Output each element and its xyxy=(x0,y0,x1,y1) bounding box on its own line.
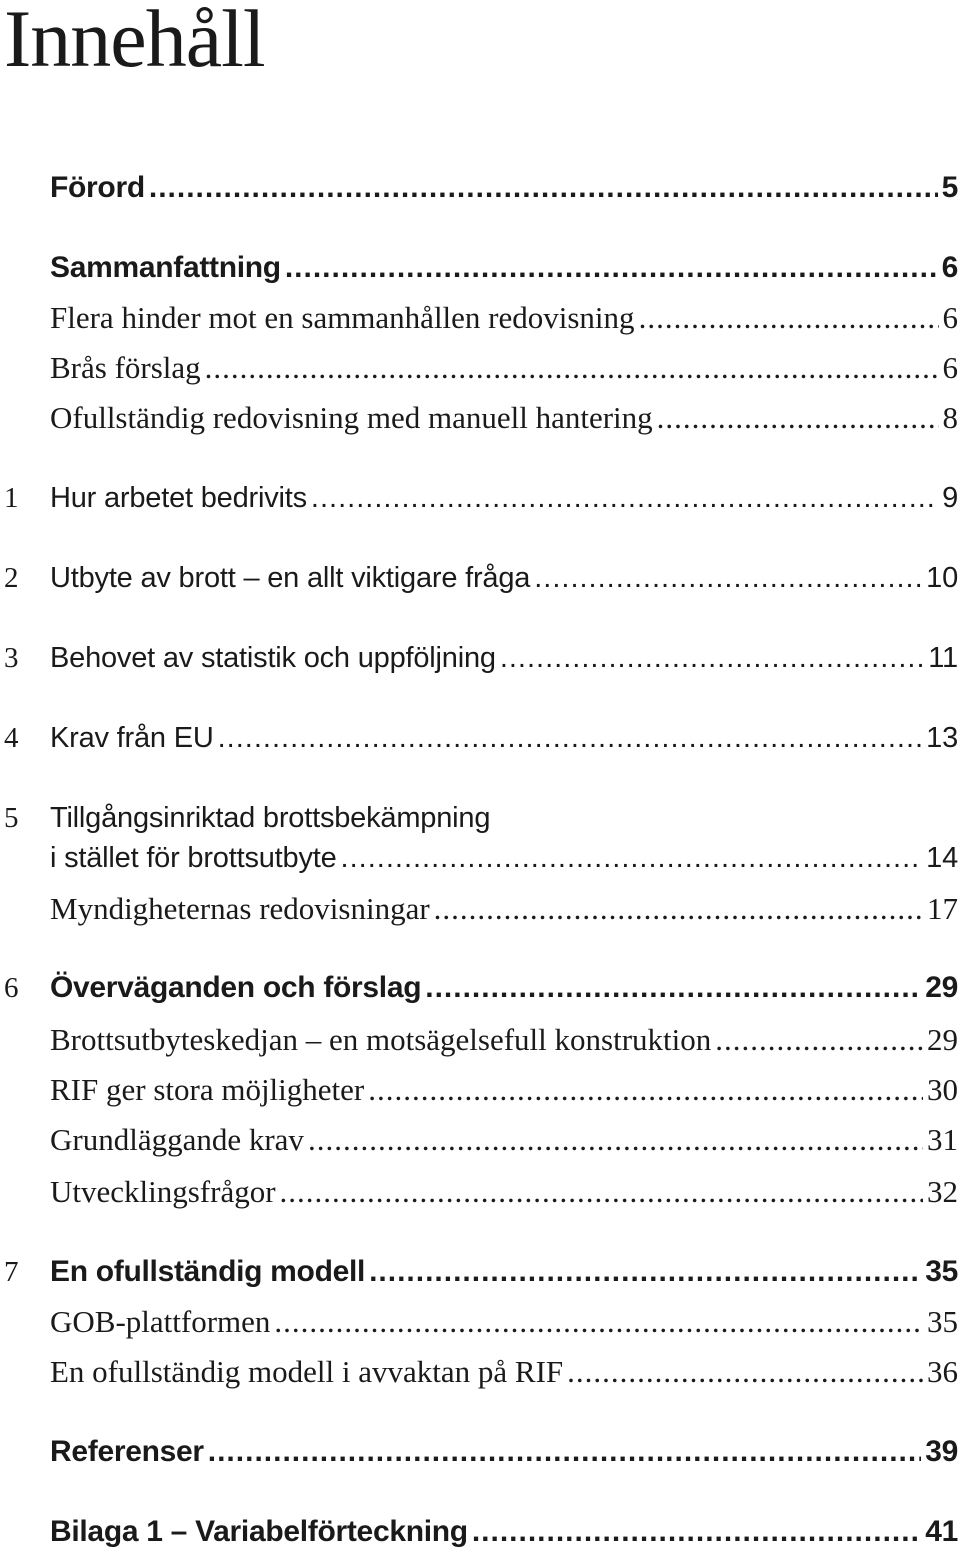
toc-entry-label: Överväganden och förslag xyxy=(50,971,422,1004)
page-number: 29 xyxy=(925,971,958,1004)
dot-leader xyxy=(218,718,923,758)
toc-entry-label: i stället för brottsutbyte xyxy=(50,842,337,874)
chapter-number: 7 xyxy=(4,1256,19,1288)
toc-entry[interactable] xyxy=(0,398,960,438)
toc-entry-label: GOB-plattformen xyxy=(50,1304,271,1339)
toc-entry-label: Behovet av statistik och uppföljning xyxy=(50,642,496,674)
dot-leader xyxy=(567,1352,923,1392)
dot-leader xyxy=(280,1172,923,1212)
dot-leader xyxy=(341,838,923,878)
toc-entry[interactable] xyxy=(0,1352,960,1392)
page-number: 39 xyxy=(925,1435,958,1468)
page-number: 29 xyxy=(927,1022,958,1057)
dot-leader xyxy=(205,348,939,388)
page-number: 31 xyxy=(927,1122,958,1157)
toc-entry-label: Bilaga 1 – Variabelförteckning xyxy=(50,1515,468,1548)
toc-entry-label: RIF ger stora möjligheter xyxy=(50,1072,365,1107)
toc-entry-label: Referenser xyxy=(50,1435,204,1468)
page-number: 32 xyxy=(927,1174,958,1209)
dot-leader xyxy=(208,1432,921,1472)
dot-leader xyxy=(368,1070,923,1110)
toc-entry[interactable] xyxy=(0,889,960,929)
page-number: 36 xyxy=(927,1354,958,1389)
toc-entry[interactable] xyxy=(0,1120,960,1160)
page-number: 6 xyxy=(941,251,958,284)
page-number: 8 xyxy=(942,400,958,435)
dot-leader xyxy=(369,1252,921,1292)
page-number: 14 xyxy=(926,842,958,874)
toc-entry-label: Ofullständig redovisning med manuell hantering xyxy=(50,400,653,435)
toc-entry-label: Brottsutbyteskedjan – en motsägelsefull konstruktion xyxy=(50,1022,712,1057)
page-number: 30 xyxy=(927,1072,958,1107)
toc-entry-label: Flera hinder mot en sammanhållen redovisning xyxy=(50,300,635,335)
page-number: 6 xyxy=(942,350,958,385)
page-title: Innehåll xyxy=(4,0,265,84)
toc-entry-label: Förord xyxy=(50,171,145,204)
toc-entry-label: Brås förslag xyxy=(50,350,201,385)
toc-entry[interactable] xyxy=(0,1172,960,1212)
toc-entry-label: Utvecklingsfrågor xyxy=(50,1174,276,1209)
page-number: 17 xyxy=(927,891,958,926)
toc-entry[interactable] xyxy=(0,798,960,838)
toc-entry-label: Tillgångsinriktad brottsbekämpning xyxy=(50,802,491,834)
toc-entry-label: Sammanfattning xyxy=(50,251,281,284)
toc-entry-label: Utbyte av brott – en allt viktigare fråga xyxy=(50,562,531,594)
toc-entry[interactable] xyxy=(0,838,960,878)
chapter-number: 5 xyxy=(4,802,19,834)
page-number: 35 xyxy=(927,1304,958,1339)
toc-entry[interactable] xyxy=(0,1252,960,1292)
chapter-number: 1 xyxy=(4,482,19,514)
page-number: 13 xyxy=(926,722,958,754)
page-number: 11 xyxy=(928,642,958,674)
toc-entry[interactable] xyxy=(0,638,960,678)
chapter-number: 2 xyxy=(4,562,19,594)
toc-entry[interactable] xyxy=(0,168,960,208)
toc-entry[interactable] xyxy=(0,718,960,758)
page-number: 35 xyxy=(925,1255,958,1288)
page-number: 5 xyxy=(941,171,958,204)
page-number: 9 xyxy=(942,482,958,514)
toc-entry-label: En ofullständig modell i avvaktan på RIF xyxy=(50,1354,564,1389)
toc-entry[interactable] xyxy=(0,968,960,1008)
toc-entry[interactable] xyxy=(0,348,960,388)
dot-leader xyxy=(657,398,939,438)
page-number: 10 xyxy=(926,562,958,594)
dot-leader xyxy=(434,889,923,929)
toc-entry[interactable] xyxy=(0,298,960,338)
toc-entry[interactable] xyxy=(0,478,960,518)
toc-entry[interactable] xyxy=(0,1070,960,1110)
chapter-number: 4 xyxy=(4,722,19,754)
dot-leader xyxy=(534,558,922,598)
dot-leader xyxy=(274,1302,923,1342)
toc-entry[interactable] xyxy=(0,1512,960,1552)
dot-leader xyxy=(311,478,938,518)
toc-entry[interactable] xyxy=(0,558,960,598)
toc-entry-label: Grundläggande krav xyxy=(50,1122,304,1157)
toc-entry-label: Krav från EU xyxy=(50,722,214,754)
page-number: 6 xyxy=(942,300,958,335)
dot-leader xyxy=(425,968,921,1008)
dot-leader xyxy=(149,168,938,208)
dot-leader xyxy=(472,1512,921,1552)
dot-leader xyxy=(500,638,924,678)
toc-entry-label: En ofullständig modell xyxy=(50,1255,366,1288)
toc-entry[interactable] xyxy=(0,1432,960,1472)
dot-leader xyxy=(639,298,939,338)
dot-leader xyxy=(285,248,938,288)
toc-entry[interactable] xyxy=(0,1302,960,1342)
page-number: 41 xyxy=(925,1515,958,1548)
toc-entry[interactable] xyxy=(0,1020,960,1060)
chapter-number: 6 xyxy=(4,972,19,1004)
chapter-number: 3 xyxy=(4,642,19,674)
dot-leader xyxy=(715,1020,923,1060)
toc-entry[interactable] xyxy=(0,248,960,288)
toc-entry-label: Hur arbetet bedrivits xyxy=(50,482,307,514)
toc-entry-label: Myndigheternas redovisningar xyxy=(50,891,430,926)
dot-leader xyxy=(308,1120,923,1160)
